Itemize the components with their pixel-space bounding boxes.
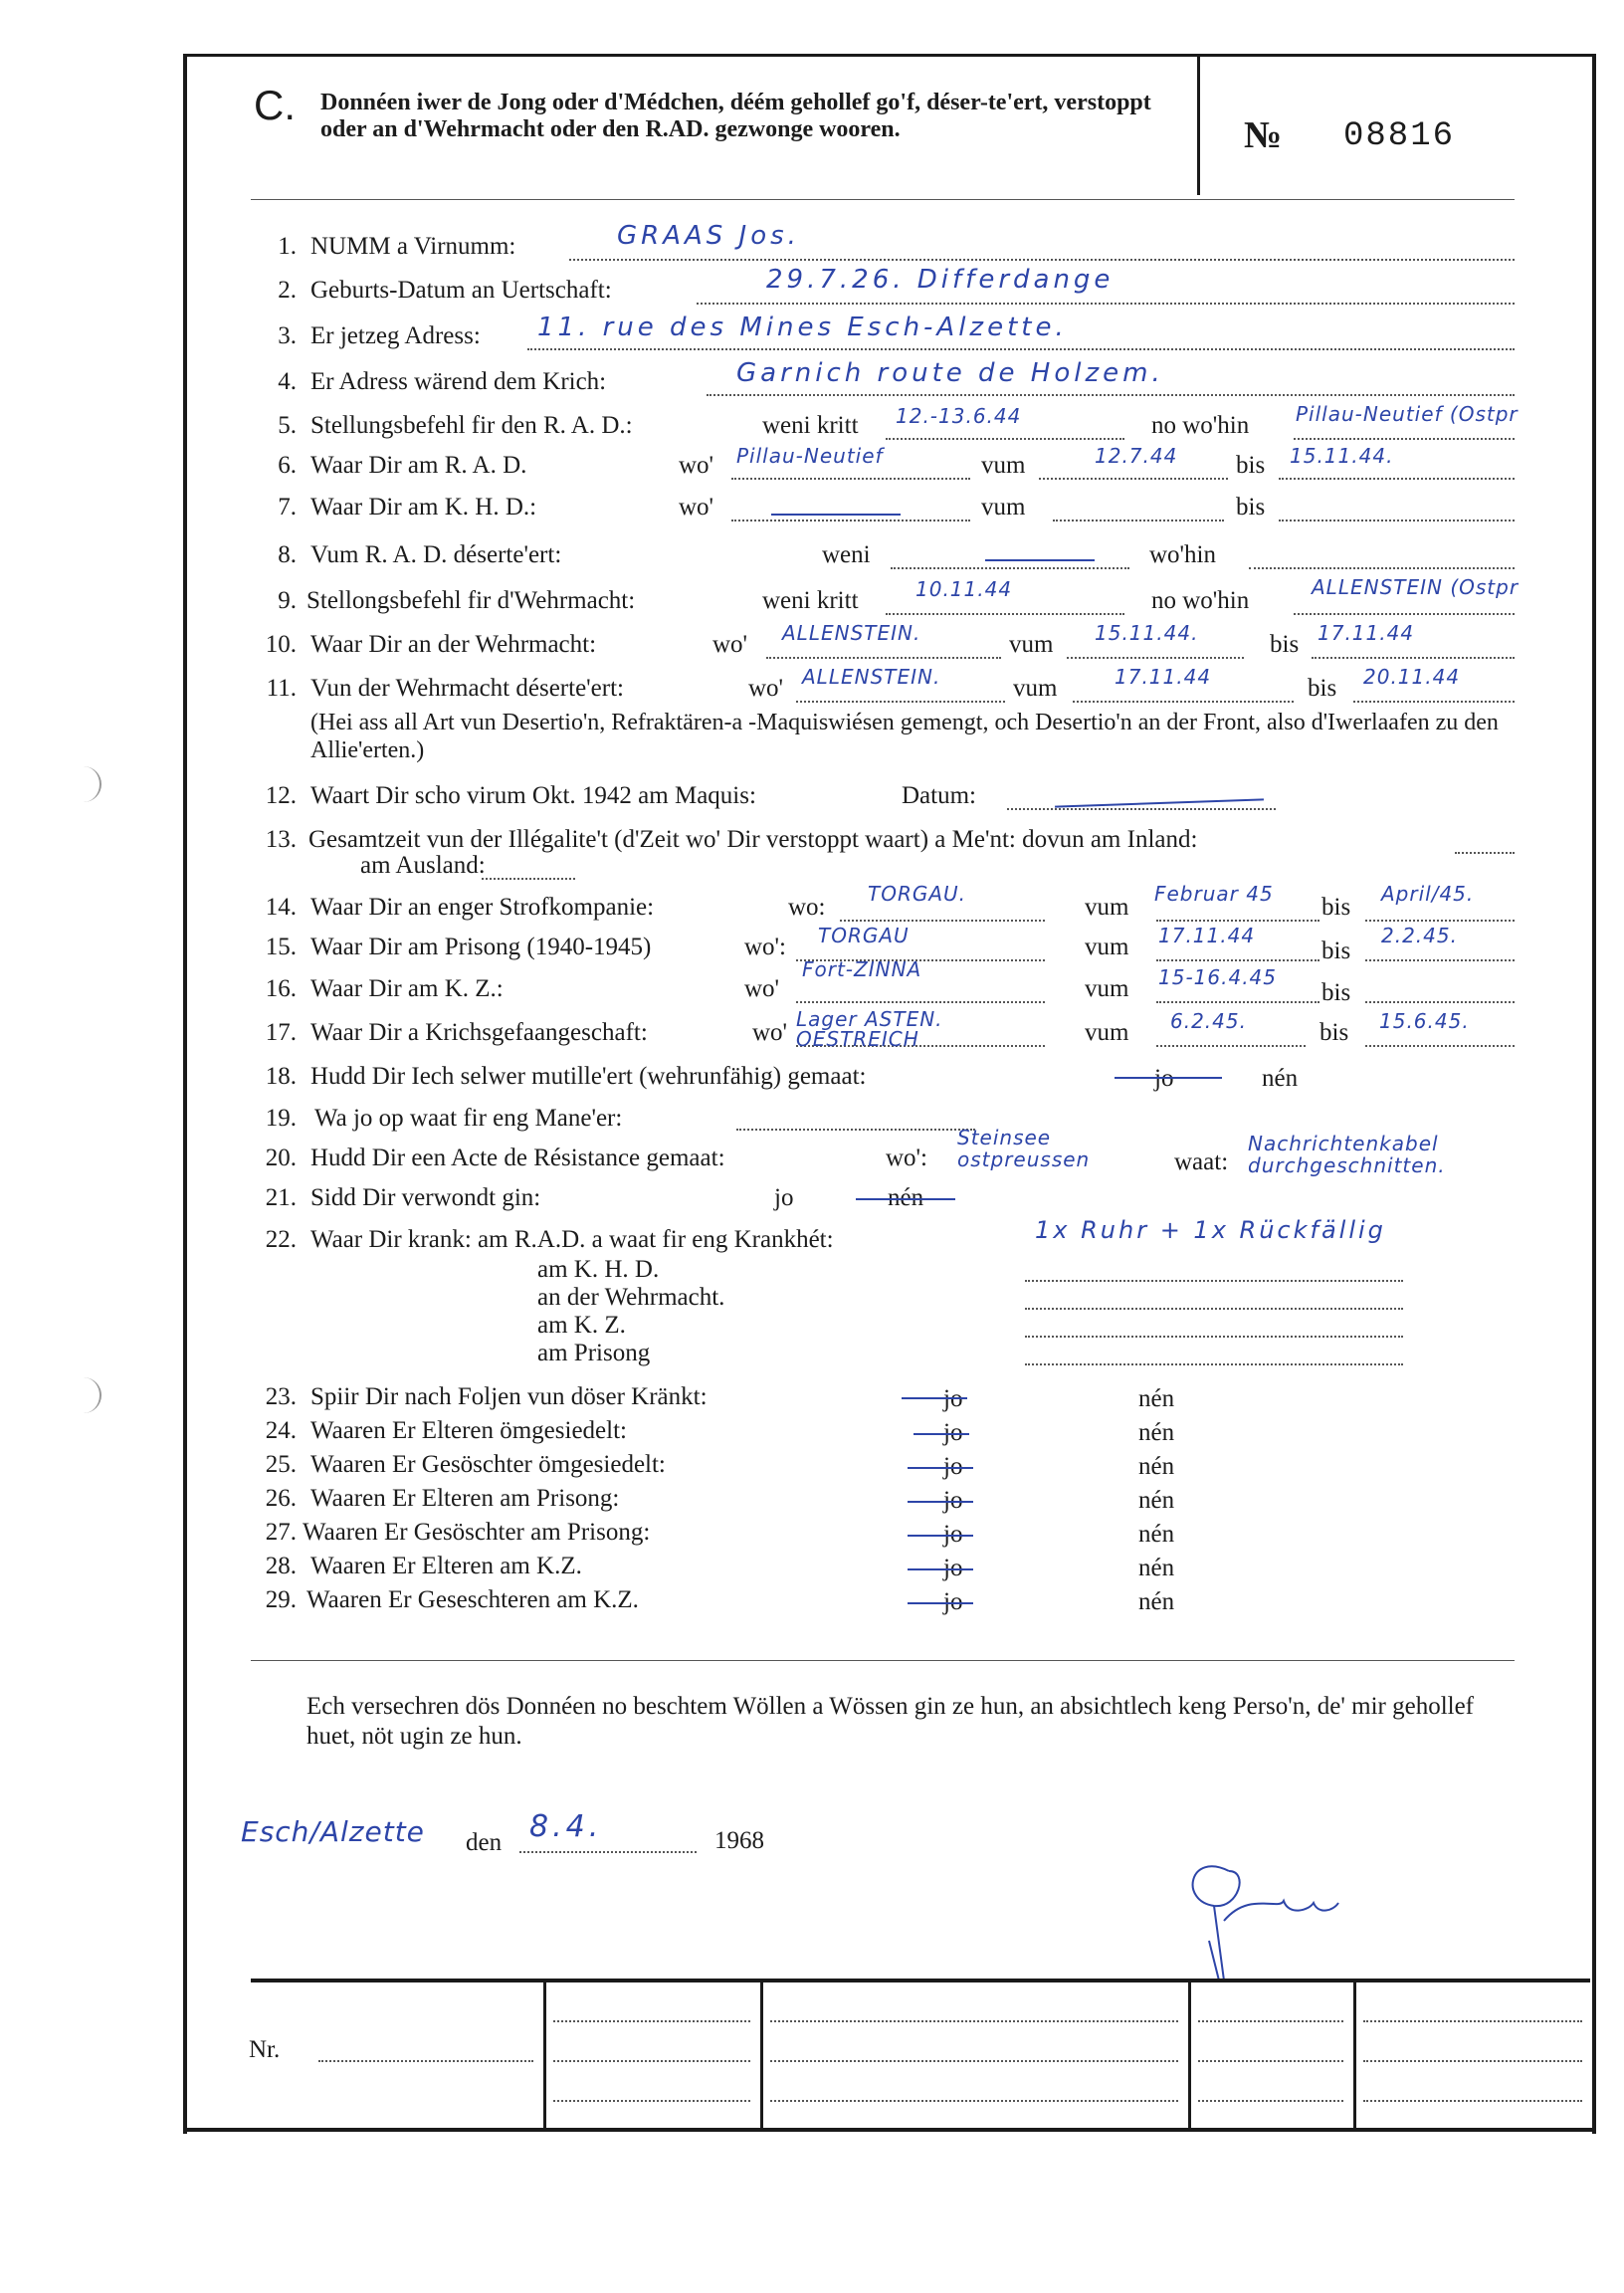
question-label: Wa jo op waat fir eng Mane'er: <box>314 1105 623 1132</box>
answer-line <box>1294 613 1515 615</box>
question-number: 27. <box>265 1519 297 1546</box>
answer-wehr-from[interactable]: 15.11.44. <box>1095 621 1199 645</box>
form-title: Donnéen iwer de Jong oder d'Médchen, déém gehollef go'f, déser-te'ert, verstoppt oder an d'Wehrmacht oder den R.AD. gezwonge wooren. <box>320 90 1151 142</box>
field-label: vum <box>981 452 1026 479</box>
answer-line <box>766 657 1001 659</box>
option-jo[interactable]: jo <box>943 1453 963 1480</box>
option-jo[interactable]: jo <box>943 1521 963 1548</box>
form-number: 08816 <box>1343 117 1456 155</box>
question-label: Gesamtzeit vun der Illégalite't (d'Zeit wo' Dir verstoppt waart) a Me'nt: dovun am Inland: <box>308 826 1198 853</box>
answer-pow-where[interactable]: Lager ASTEN. OESTREICH <box>796 1007 943 1051</box>
answer-line <box>482 878 575 880</box>
answer-strafkomp-from[interactable]: Februar 45 <box>1154 882 1274 906</box>
question-number: 29. <box>265 1586 297 1613</box>
question-label: Hudd Dir Iech selwer mutille'ert (wehrunfähig) gemaat: <box>310 1063 867 1090</box>
question-number: 28. <box>265 1553 297 1579</box>
question-label: Sidd Dir verwondt gin: <box>310 1184 541 1211</box>
field-label: vum <box>1013 675 1058 702</box>
option-nen[interactable]: nén <box>1262 1065 1299 1092</box>
answer-prison-to[interactable]: 2.2.45. <box>1381 924 1458 947</box>
sub-label: an der Wehrmacht. <box>537 1284 725 1311</box>
question-label: Spiir Dir nach Foljen vun döser Kränkt: <box>310 1383 708 1410</box>
answer-address[interactable]: 11. rue des Mines Esch-Alzette. <box>537 313 1068 342</box>
option-jo[interactable]: jo <box>943 1487 963 1514</box>
answer-wehr-place[interactable]: ALLENSTEIN (Ostpr <box>1312 575 1520 599</box>
answer-rad-from[interactable]: 12.7.44 <box>1095 444 1178 468</box>
footer-line <box>1198 2020 1343 2022</box>
signing-year: 1968 <box>714 1827 764 1854</box>
footer-line <box>553 2020 750 2022</box>
answer-line <box>1365 920 1515 922</box>
answer-desert-to[interactable]: 20.11.44 <box>1363 665 1461 689</box>
question-label: NUMM a Virnumm: <box>310 233 516 260</box>
field-label: am Ausland: <box>360 852 486 879</box>
answer-line <box>1353 701 1515 703</box>
answer-line <box>736 1129 975 1131</box>
question-label: Waaren Er Elteren am Prisong: <box>310 1485 620 1512</box>
header-rule <box>251 199 1515 200</box>
question-number: 5. <box>278 412 297 439</box>
strike-mark <box>908 1602 973 1604</box>
nr-field[interactable] <box>318 2060 533 2062</box>
field-label: wo' <box>679 452 714 479</box>
question-number: 9. <box>278 587 297 614</box>
answer-line <box>731 478 970 480</box>
field-label: waat: <box>1174 1148 1229 1175</box>
answer-line <box>1279 478 1515 480</box>
footer-line <box>1363 2020 1582 2022</box>
answer-wehr-where[interactable]: ALLENSTEIN. <box>782 621 921 645</box>
footer-line <box>1363 2060 1582 2062</box>
field-label: weni kritt <box>762 587 859 614</box>
answer-line <box>697 303 1515 305</box>
answer-line <box>731 520 970 521</box>
question-label: Waaren Er Elteren am K.Z. <box>310 1553 582 1579</box>
question-number: 15. <box>265 934 297 960</box>
question-label: Er jetzeg Adress: <box>310 322 481 349</box>
answer-line <box>796 701 1005 703</box>
question-label: Waaren Er Geseschteren am K.Z. <box>306 1586 639 1613</box>
answer-line <box>1156 1045 1306 1047</box>
answer-line <box>1156 959 1320 961</box>
option-nen[interactable]: nén <box>1138 1453 1175 1480</box>
answer-line <box>1294 438 1515 440</box>
question-number: 20. <box>265 1145 297 1171</box>
question-label: Waar Dir am K. Z.: <box>310 975 504 1002</box>
footer-column-divider <box>543 1980 546 2128</box>
question-number: 2. <box>278 277 297 304</box>
answer-pow-from[interactable]: 6.2.45. <box>1170 1009 1247 1033</box>
footer-line <box>770 2100 1178 2102</box>
answer-desert-where[interactable]: ALLENSTEIN. <box>802 665 941 689</box>
answer-line <box>1025 1308 1403 1310</box>
strike-mark <box>902 1397 967 1399</box>
signing-date[interactable]: 8.4. <box>529 1809 603 1844</box>
strike-mark <box>1115 1077 1222 1079</box>
question-number: 18. <box>265 1063 297 1090</box>
field-label: bis <box>1321 979 1351 1006</box>
question-number: 7. <box>278 494 297 521</box>
question-label: Waart Dir scho virum Okt. 1942 am Maquis: <box>310 782 756 809</box>
question-label: Stellungsbefehl fir den R. A. D.: <box>310 412 633 439</box>
punch-hole <box>82 766 102 802</box>
field-label: vum <box>1009 631 1054 658</box>
field-label: wo' <box>752 1019 788 1046</box>
field-label: bis <box>1236 452 1266 479</box>
question-label: Waaren Er Gesöschter ömgesiedelt: <box>310 1451 666 1478</box>
footer-line <box>1198 2060 1343 2062</box>
answer-line <box>840 920 1045 922</box>
field-label: vum <box>1085 894 1129 921</box>
footer-column-divider <box>1353 1980 1356 2128</box>
answer-rad-place[interactable]: Pillau-Neutief (Ostpr <box>1296 402 1519 426</box>
question-number: 1. <box>278 233 297 260</box>
nr-label: Nr. <box>249 2036 281 2063</box>
section-letter: C. <box>254 82 296 128</box>
answer-line <box>1156 920 1320 922</box>
answer-desert-from[interactable]: 17.11.44 <box>1115 665 1212 689</box>
answer-line <box>1025 1363 1403 1365</box>
field-label: weni <box>822 541 871 568</box>
field-label: wo' <box>679 494 714 521</box>
answer-line <box>1156 1001 1320 1003</box>
answer-line <box>1455 852 1515 854</box>
section-divider <box>251 1660 1515 1661</box>
question-number: 19. <box>265 1105 297 1132</box>
punch-hole <box>82 1377 102 1413</box>
question-number: 4. <box>278 368 297 395</box>
option-jo[interactable]: jo <box>943 1555 963 1581</box>
answer-birth[interactable]: 29.7.26. Differdange <box>766 265 1115 295</box>
option-jo[interactable]: jo <box>943 1588 963 1615</box>
answer-line <box>569 259 1515 261</box>
answer-line <box>1279 520 1515 521</box>
field-label: wo' <box>748 675 784 702</box>
question-number: 22. <box>265 1226 297 1253</box>
question-label: Waar Dir a Krichsgefaangeschaft: <box>310 1019 648 1046</box>
question-number: 11. <box>266 675 297 702</box>
field-label: wo' <box>712 631 748 658</box>
desertion-note: (Hei ass all Art vun Desertio'n, Refraktären-a -Maquiswiésen gemengt, och Desertio'n an der Front, also d'Iwerlaafen zu den Allie'erten.) <box>310 710 1499 763</box>
answer-line <box>1039 478 1228 480</box>
footer-line <box>770 2060 1178 2062</box>
footer-top-rule <box>251 1979 1590 1982</box>
answer-line <box>1053 520 1224 521</box>
footer-line <box>553 2100 750 2102</box>
answer-illness[interactable]: 1x Ruhr + 1x Rückfällig <box>1035 1216 1386 1244</box>
answer-line <box>527 348 1515 350</box>
question-number: 16. <box>265 975 297 1002</box>
option-nen[interactable]: nén <box>1138 1588 1175 1615</box>
answer-rad-where[interactable]: Pillau-Neutief <box>736 444 884 468</box>
question-label: Vum R. A. D. déserte'ert: <box>310 541 562 568</box>
strike-mark <box>908 1501 973 1503</box>
answer-line <box>1365 1001 1515 1003</box>
option-jo[interactable]: jo <box>774 1184 794 1211</box>
answer-line <box>1067 657 1244 659</box>
question-label: Er Adress wärend dem Krich: <box>310 368 607 395</box>
sub-label: am Prisong <box>537 1340 651 1366</box>
answer-prison-from[interactable]: 17.11.44 <box>1158 924 1256 947</box>
declaration-text: Ech versechren dös Donnéen no beschtem Wöllen a Wössen gin ze hun, an absichtlech keng Perso'n, de' mir gehollef huet, nöt ugin ze hun. <box>306 1693 1475 1750</box>
field-label: bis <box>1320 1019 1349 1046</box>
sub-label: am K. H. D. <box>537 1256 660 1283</box>
den-label: den <box>466 1829 503 1856</box>
signature-image <box>1169 1831 1368 1995</box>
answer-kz-from[interactable]: 15-16.4.45 <box>1158 965 1278 989</box>
strike-mark <box>771 514 901 516</box>
field-label: bis <box>1321 938 1351 964</box>
question-number: 21. <box>265 1184 297 1211</box>
question-label: Stellongsbefehl fir d'Wehrmacht: <box>306 587 636 614</box>
field-label: wo': <box>744 934 787 960</box>
answer-strafkomp-to[interactable]: April/45. <box>1381 882 1475 906</box>
strike-mark <box>985 559 1095 561</box>
answer-resistance-what[interactable]: Nachrichtenkabel durchgeschnitten. <box>1248 1132 1446 1177</box>
question-label: Waar Dir am K. H. D.: <box>310 494 537 521</box>
answer-name[interactable]: GRAAS Jos. <box>617 221 800 251</box>
question-label: Waaren Er Elteren ömgesiedelt: <box>310 1417 627 1444</box>
field-label: no wo'hin <box>1151 412 1250 439</box>
option-jo[interactable]: jo <box>1154 1065 1174 1092</box>
field-label: weni kritt <box>762 412 859 439</box>
option-nen[interactable]: nén <box>1138 1419 1175 1446</box>
field-label: no wo'hin <box>1151 587 1250 614</box>
field-label: Datum: <box>902 782 976 809</box>
answer-wehr-to[interactable]: 17.11.44 <box>1318 621 1415 645</box>
option-jo[interactable]: jo <box>943 1385 963 1412</box>
field-label: vum <box>1085 1019 1129 1046</box>
sub-label: am K. Z. <box>537 1312 626 1339</box>
footer-column-divider <box>760 1980 763 2128</box>
answer-line <box>1007 808 1276 810</box>
answer-prison-where[interactable]: TORGAU <box>818 924 910 947</box>
question-label: Vun der Wehrmacht déserte'ert: <box>310 675 624 702</box>
question-label: Hudd Dir een Acte de Résistance gemaat: <box>310 1145 725 1171</box>
field-label: bis <box>1321 894 1351 921</box>
option-nen[interactable]: nén <box>1138 1555 1175 1581</box>
question-label: Waar Dir an enger Strofkompanie: <box>310 894 655 921</box>
answer-line <box>886 613 1124 615</box>
answer-rad-to[interactable]: 15.11.44. <box>1290 444 1394 468</box>
number-label: № <box>1244 114 1283 156</box>
answer-strafkomp-where[interactable]: TORGAU. <box>868 882 967 906</box>
answer-line <box>1365 1045 1515 1047</box>
footer-line <box>1363 2100 1582 2102</box>
question-number: 17. <box>265 1019 297 1046</box>
question-number: 14. <box>265 894 297 921</box>
question-label: Waar Dir am R. A. D. <box>310 452 527 479</box>
footer-line <box>770 2020 1178 2022</box>
option-nen[interactable]: nén <box>1138 1487 1175 1514</box>
answer-line <box>796 1001 1045 1003</box>
footer-line <box>1198 2100 1343 2102</box>
answer-line <box>1025 1336 1403 1338</box>
answer-war-address[interactable]: Garnich route de Holzem. <box>736 358 1164 388</box>
option-nen[interactable]: nén <box>1138 1385 1175 1412</box>
question-number: 8. <box>278 541 297 568</box>
answer-line <box>1025 1280 1403 1282</box>
answer-line <box>1073 701 1294 703</box>
option-jo[interactable]: jo <box>943 1419 963 1446</box>
footer-column-divider <box>1188 1980 1191 2128</box>
question-number: 26. <box>265 1485 297 1512</box>
question-label: Waar Dir krank: am R.A.D. a waat fir eng Krankhét: <box>310 1226 834 1253</box>
question-number: 10. <box>265 631 297 658</box>
answer-line <box>886 438 1124 440</box>
answer-resistance-where[interactable]: Steinsee ostpreussen <box>957 1126 1091 1171</box>
header-divider <box>1197 56 1200 195</box>
answer-line <box>519 1851 697 1853</box>
question-label: Waaren Er Gesöschter am Prisong: <box>303 1519 651 1546</box>
field-label: vum <box>1085 975 1129 1002</box>
answer-line <box>891 567 1129 569</box>
answer-wehr-date[interactable]: 10.11.44 <box>915 577 1013 601</box>
answer-line <box>1312 657 1515 659</box>
question-number: 25. <box>265 1451 297 1478</box>
question-number: 24. <box>265 1417 297 1444</box>
footer-bottom-rule <box>183 2128 1592 2132</box>
question-number: 6. <box>278 452 297 479</box>
strike-mark <box>908 1535 973 1537</box>
answer-rad-date[interactable]: 12.-13.6.44 <box>896 404 1022 428</box>
field-label: bis <box>1308 675 1337 702</box>
field-label: wo': <box>886 1145 928 1171</box>
option-nen[interactable]: nén <box>888 1184 924 1211</box>
field-label: bis <box>1236 494 1266 521</box>
field-label: wo'hin <box>1149 541 1217 568</box>
answer-line <box>707 394 1515 396</box>
strike-mark <box>914 1433 969 1435</box>
footer-line <box>553 2060 750 2062</box>
signing-place[interactable]: Esch/Alzette <box>241 1815 425 1848</box>
field-label: wo' <box>744 975 780 1002</box>
question-number: 12. <box>265 782 297 809</box>
answer-kz-where[interactable]: Fort-ZINNA <box>802 957 922 981</box>
question-number: 23. <box>265 1383 297 1410</box>
strike-mark <box>908 1467 973 1469</box>
answer-pow-to[interactable]: 15.6.45. <box>1379 1009 1470 1033</box>
question-number: 13. <box>265 826 297 853</box>
question-label: Geburts-Datum an Uertschaft: <box>310 277 612 304</box>
option-nen[interactable]: nén <box>1138 1521 1175 1548</box>
answer-line <box>1249 567 1515 569</box>
question-label: Waar Dir an der Wehrmacht: <box>310 631 597 658</box>
answer-line <box>1365 959 1515 961</box>
field-label: bis <box>1270 631 1300 658</box>
field-label: vum <box>981 494 1026 521</box>
question-label: Waar Dir am Prisong (1940-1945) <box>310 934 652 960</box>
field-label: wo: <box>788 894 826 921</box>
field-label: vum <box>1085 934 1129 960</box>
strike-mark <box>856 1198 955 1200</box>
question-number: 3. <box>278 322 297 349</box>
strike-mark <box>908 1568 973 1570</box>
